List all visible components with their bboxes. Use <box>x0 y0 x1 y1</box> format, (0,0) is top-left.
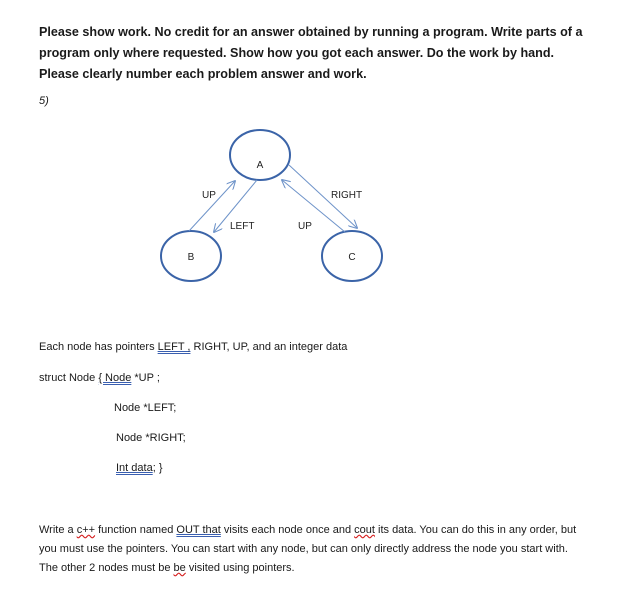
question-paragraph: Write a c++ function named OUT that visits each node once and cout its data. You can do this in any order, but you must use the pointers. You can start with any node, but can only directly address the node you start with. The other 2 nodes must be be visited using pointers. <box>39 524 577 574</box>
edge-label-a-left: LEFT <box>230 221 255 232</box>
instructions-line-2: program only where requested. Show how you got each answer. Do the work by hand. <box>39 46 555 60</box>
out-that-term: OUT that <box>176 524 221 536</box>
instructions-line-1: Please show work. No credit for an answer obtained by running a program. Write parts of a <box>39 25 583 39</box>
int-data-term: Int data <box>116 462 153 474</box>
node-a-label: A <box>256 160 264 171</box>
node-b-label: B <box>187 252 195 263</box>
left-pointer-term: LEFT , <box>157 341 191 353</box>
edge-label-c-up: UP <box>298 221 312 232</box>
cout-term: cout <box>354 524 375 536</box>
struct-line-1: struct Node { Node *UP ; <box>39 372 160 384</box>
edge-label-b-up: UP <box>202 190 216 201</box>
node-a-circle <box>230 130 290 180</box>
instructions-line-3: Please clearly number each problem answer and work. <box>39 67 367 81</box>
problem-number: 5) <box>39 95 49 107</box>
cpp-term: c++ <box>76 524 96 536</box>
struct-node-term: { Node <box>98 372 132 384</box>
be-term: be <box>173 562 186 574</box>
edge-label-a-right: RIGHT <box>331 190 363 201</box>
pointers-description: Each node has pointers LEFT , RIGHT, UP, and an integer data <box>39 341 348 353</box>
struct-line-3: Node *RIGHT; <box>116 432 186 444</box>
struct-line-2: Node *LEFT; <box>114 402 177 414</box>
struct-line-4: Int data; } <box>116 462 163 474</box>
node-c-label: C <box>348 252 356 263</box>
edge-b-up-to-a <box>189 181 235 231</box>
